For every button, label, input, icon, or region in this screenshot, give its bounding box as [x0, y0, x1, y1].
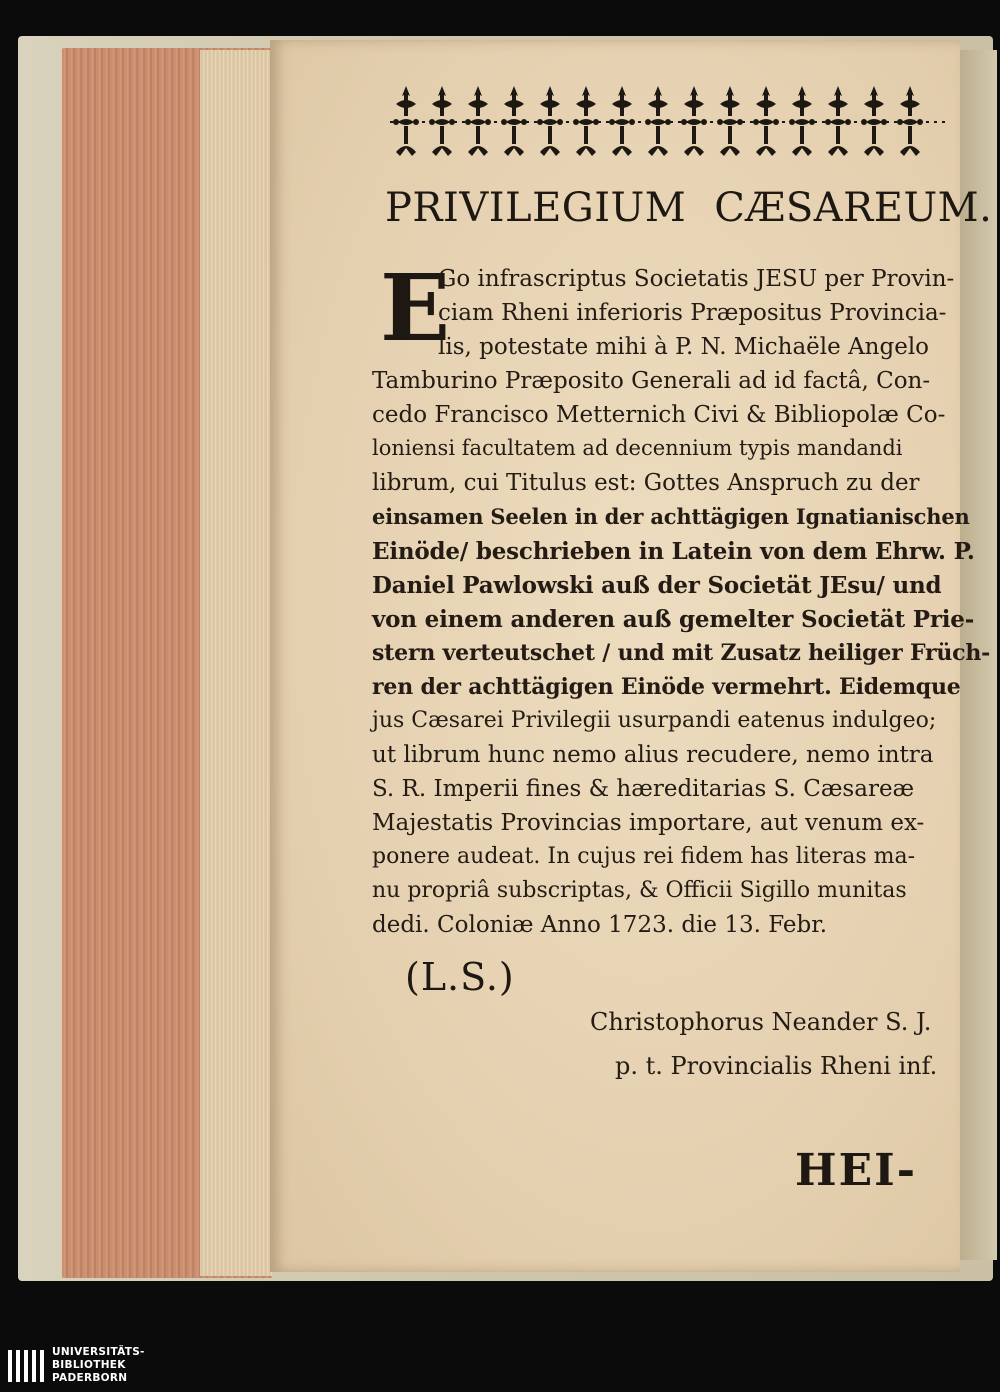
- library-logo-icon: [6, 1346, 46, 1386]
- logo-line-1: UNIVERSITÄTS-: [52, 1346, 145, 1358]
- text-line: jus Cæsarei Privilegii usurpandi eatenus indulgeo;: [372, 708, 937, 733]
- text-line: ponere audeat. In cujus rei fidem has literas ma-: [372, 844, 916, 869]
- text-line: ut librum hunc nemo alius recudere, nemo intra: [372, 742, 934, 768]
- text-line: ciam Rheni inferioris Præpositus Provincia-: [438, 300, 947, 326]
- page-title: [385, 185, 993, 231]
- text-line: stern verteutschet / und mit Zusatz heiliger Früch-: [372, 640, 991, 666]
- text-line: S. R. Imperii fines & hæreditarias S. Cæsareæ: [372, 776, 915, 802]
- logo-line-3: PADERBORN: [52, 1372, 128, 1384]
- text-line: dedi. Coloniæ Anno 1723. die 13. Febr.: [372, 912, 828, 938]
- text-line: librum, cui Titulus est: Gottes Anspruch zu der: [372, 470, 920, 496]
- signature-title: p. t. Provincialis Rheni inf.: [615, 1052, 938, 1080]
- page-edges-inner: [200, 50, 272, 1276]
- text-line: einsamen Seelen in der achttägigen Ignatianischen: [372, 504, 970, 529]
- text-line: Go infrascriptus Societatis JESU per Provin-: [438, 266, 955, 292]
- text-line: Daniel Pawlowski auß der Societät JEsu/ und: [372, 572, 942, 599]
- library-logo-text: [52, 1346, 145, 1385]
- library-logo: [0, 1340, 170, 1392]
- text-line: nu propriâ subscriptas, & Officii Sigillo munitas: [372, 878, 907, 903]
- title-word-2: CÆSAREUM.: [714, 185, 993, 231]
- text-line: Tamburino Præposito Generali ad id factâ, Con-: [372, 368, 931, 394]
- text-line: cedo Francisco Metternich Civi & Bibliopolæ Co-: [372, 402, 946, 428]
- decorative-ornament-band: [390, 82, 945, 160]
- signature-name: Christophorus Neander S. J.: [590, 1008, 932, 1036]
- text-line: lis, potestate mihi à P. N. Michaële Angelo: [438, 334, 930, 360]
- catchword: HEI-: [795, 1145, 917, 1196]
- text-line: ren der achttägigen Einöde vermehrt. Eidemque: [372, 674, 961, 700]
- logo-line-2: BIBLIOTHEK: [52, 1359, 126, 1371]
- text-line: loniensi facultatem ad decennium typis mandandi: [372, 436, 903, 460]
- drop-capital: E: [380, 254, 451, 362]
- text-line: von einem anderen auß gemelter Societät Prie-: [372, 606, 975, 633]
- title-word-1: PRIVILEGIUM: [385, 185, 687, 231]
- text-line: Majestatis Provincias importare, aut venum ex-: [372, 810, 925, 836]
- seal-mark: (L.S.): [405, 955, 515, 999]
- text-line: Einöde/ beschrieben in Latein von dem Ehrw. P.: [372, 538, 975, 565]
